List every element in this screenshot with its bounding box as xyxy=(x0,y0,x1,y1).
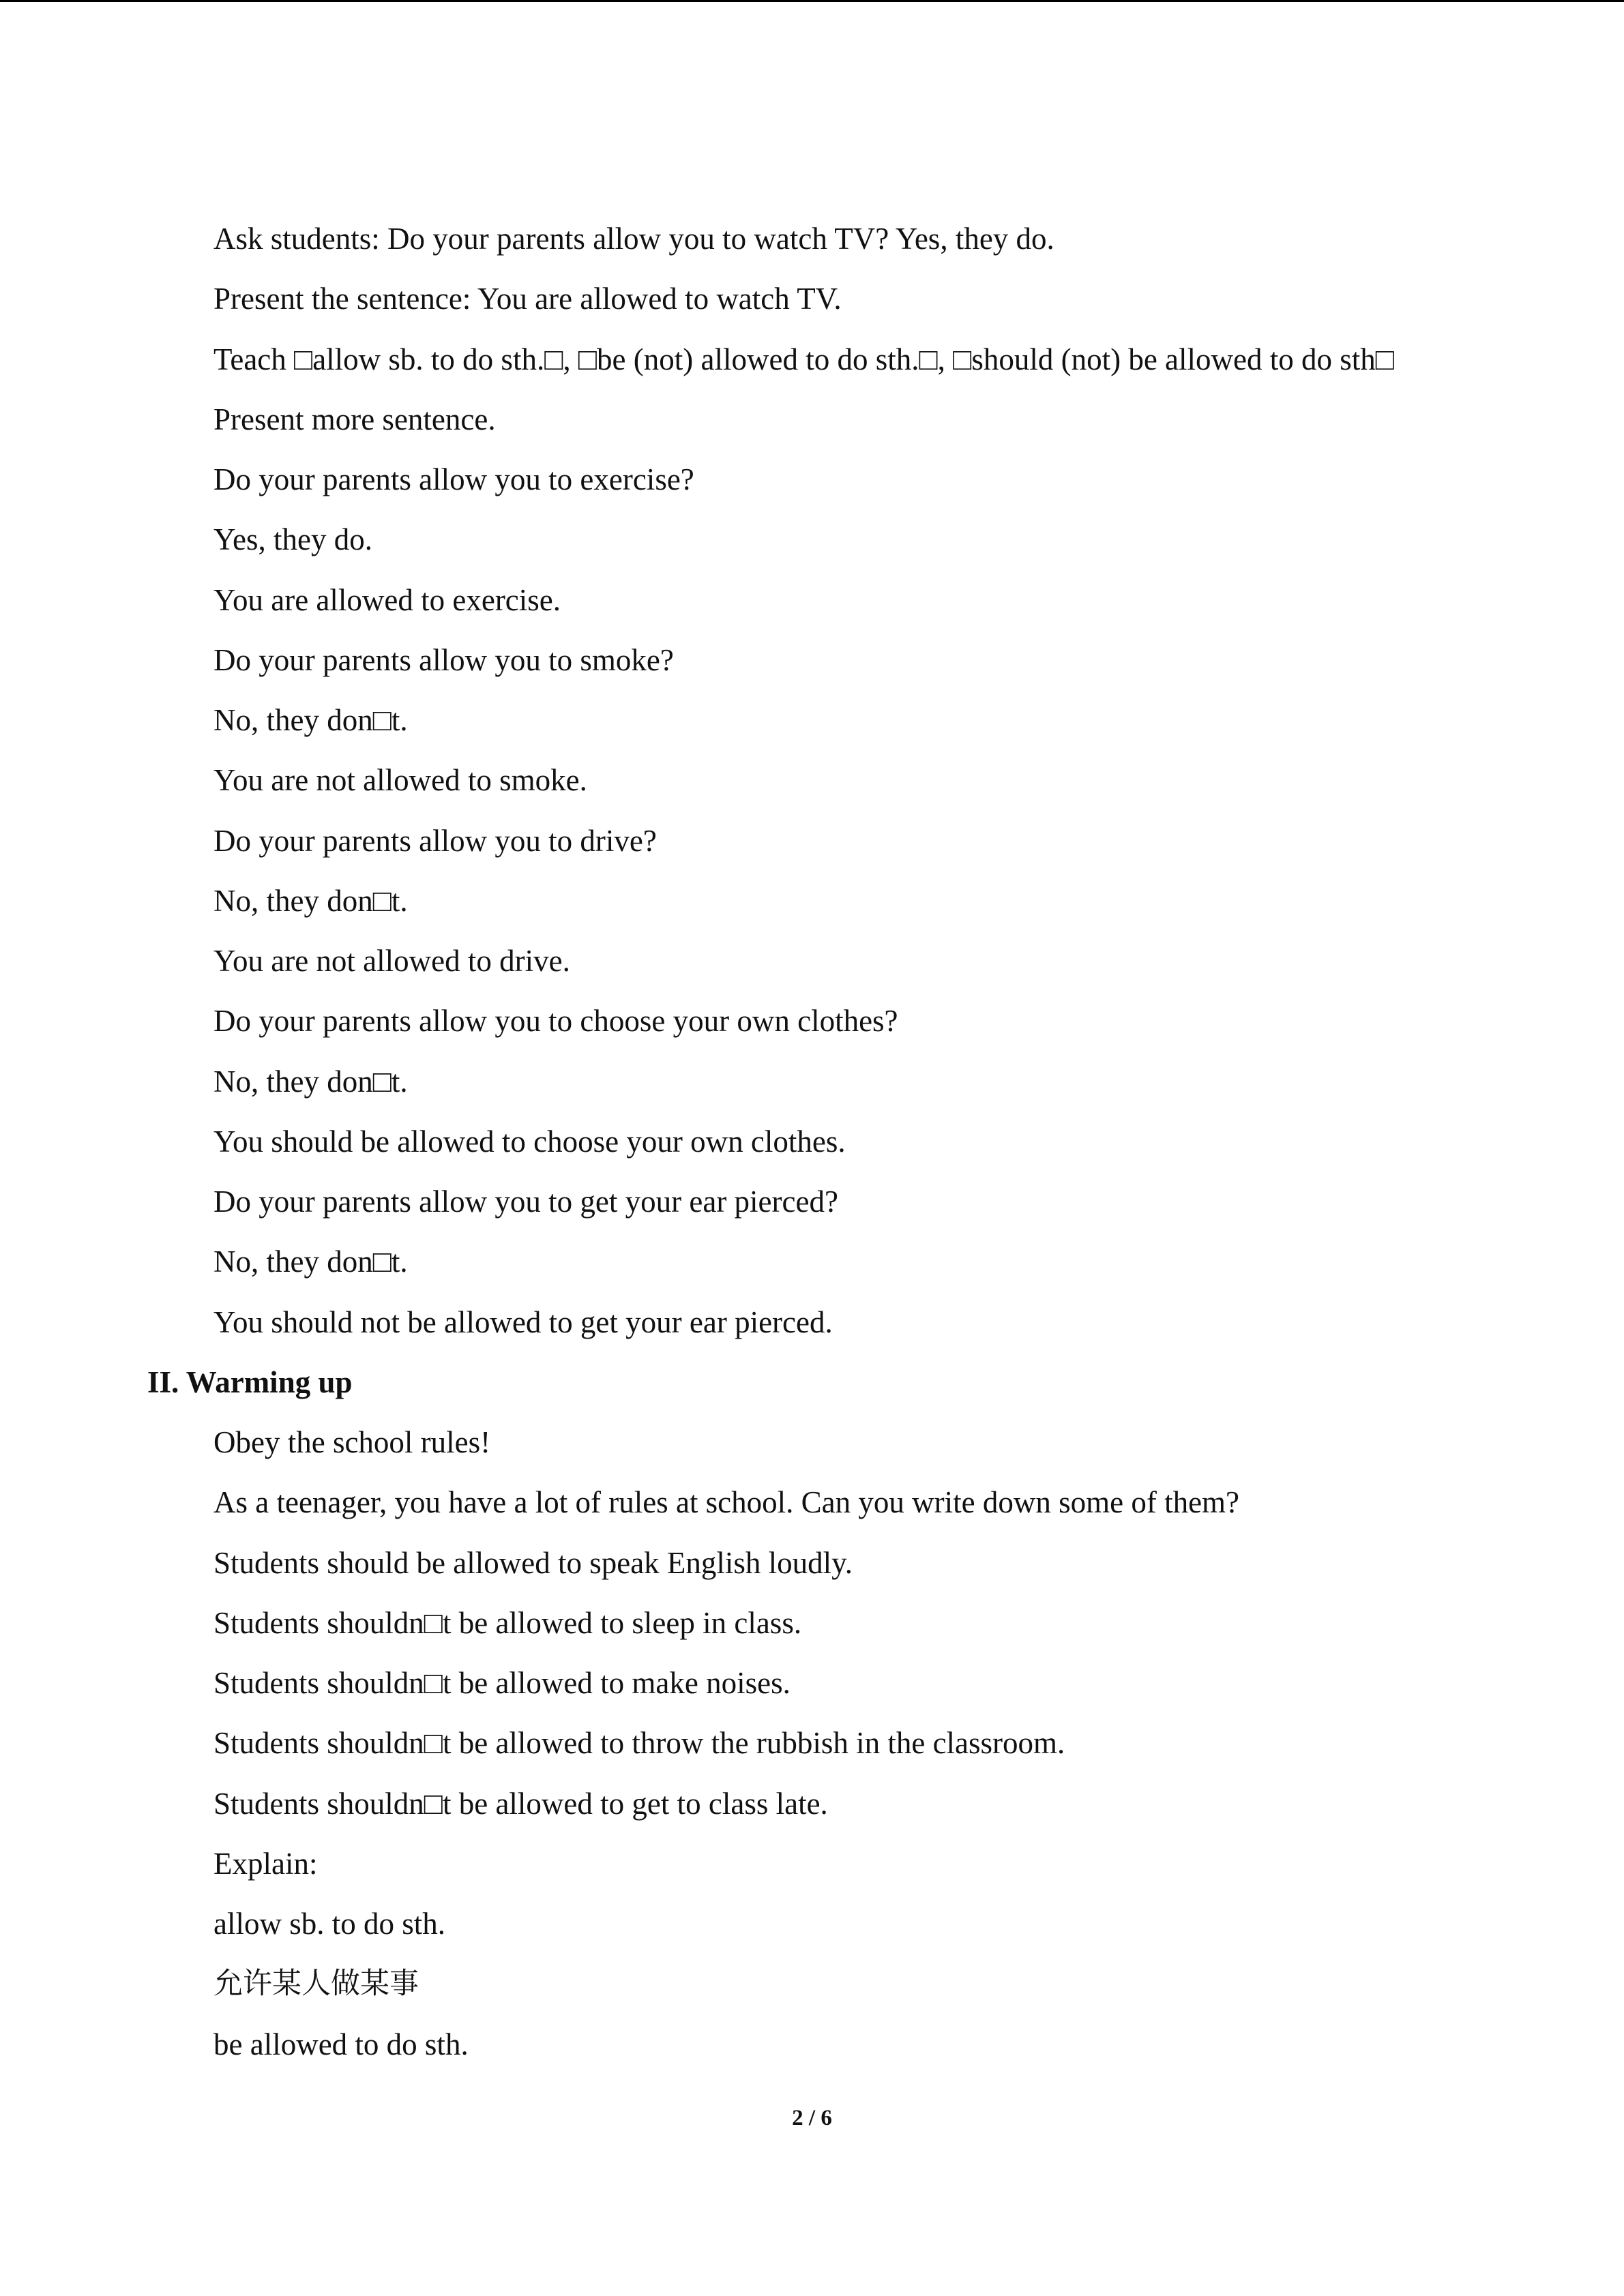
document-body xyxy=(0,217,1624,2083)
page-number: 2 / 6 xyxy=(792,2106,832,2130)
text-line: Obey the school rules! xyxy=(213,1425,491,1459)
chinese-translation-line: 允许某人做某事 xyxy=(213,1967,419,2001)
text-line: Explain: xyxy=(213,1846,318,1881)
text-line: Students shouldn□t be allowed to throw the rubbish in the classroom. xyxy=(213,1726,1065,1761)
text-line: Present the sentence: You are allowed to watch TV. xyxy=(213,282,842,316)
text-line: No, they don□t. xyxy=(213,883,408,918)
text-line: Do your parents allow you to drive? xyxy=(213,823,657,858)
text-line: Yes, they do. xyxy=(213,522,372,557)
text-line: No, they don□t. xyxy=(213,703,408,737)
text-line: You should be allowed to choose your own clothes. xyxy=(213,1124,846,1159)
text-line: As a teenager, you have a lot of rules at school. Can you write down some of them? xyxy=(213,1485,1240,1520)
text-line: Students shouldn□t be allowed to make noises. xyxy=(213,1666,791,1700)
text-line: Students shouldn□t be allowed to sleep in class. xyxy=(213,1605,802,1640)
text-line: Do your parents allow you to exercise? xyxy=(213,462,694,496)
text-line: No, they don□t. xyxy=(213,1244,408,1279)
text-line: You are allowed to exercise. xyxy=(213,582,561,617)
text-line: You should not be allowed to get your ear pierced. xyxy=(213,1304,833,1339)
text-line: be allowed to do sth. xyxy=(213,2027,469,2061)
text-line: Present more sentence. xyxy=(213,402,496,436)
text-line: You are not allowed to drive. xyxy=(213,944,570,978)
text-line: Do your parents allow you to choose your own clothes? xyxy=(213,1004,898,1039)
text-line: Ask students: Do your parents allow you to watch TV? Yes, they do. xyxy=(213,222,1054,256)
text-line: allow sb. to do sth. xyxy=(213,1907,446,1941)
top-border-line xyxy=(0,0,1624,2)
text-line: Teach □allow sb. to do sth.□, □be (not) allowed to do sth.□, □should (not) be allowed to do sth□ xyxy=(213,342,1394,376)
section-heading: II. Warming up xyxy=(147,1365,353,1399)
text-line: No, they don□t. xyxy=(213,1064,408,1099)
text-line: Do your parents allow you to get your ear pierced? xyxy=(213,1184,838,1219)
text-line: Do your parents allow you to smoke? xyxy=(213,642,674,677)
text-line: Students shouldn□t be allowed to get to class late. xyxy=(213,1786,828,1821)
text-line: Students should be allowed to speak English loudly. xyxy=(213,1545,853,1580)
text-line: You are not allowed to smoke. xyxy=(213,763,587,798)
